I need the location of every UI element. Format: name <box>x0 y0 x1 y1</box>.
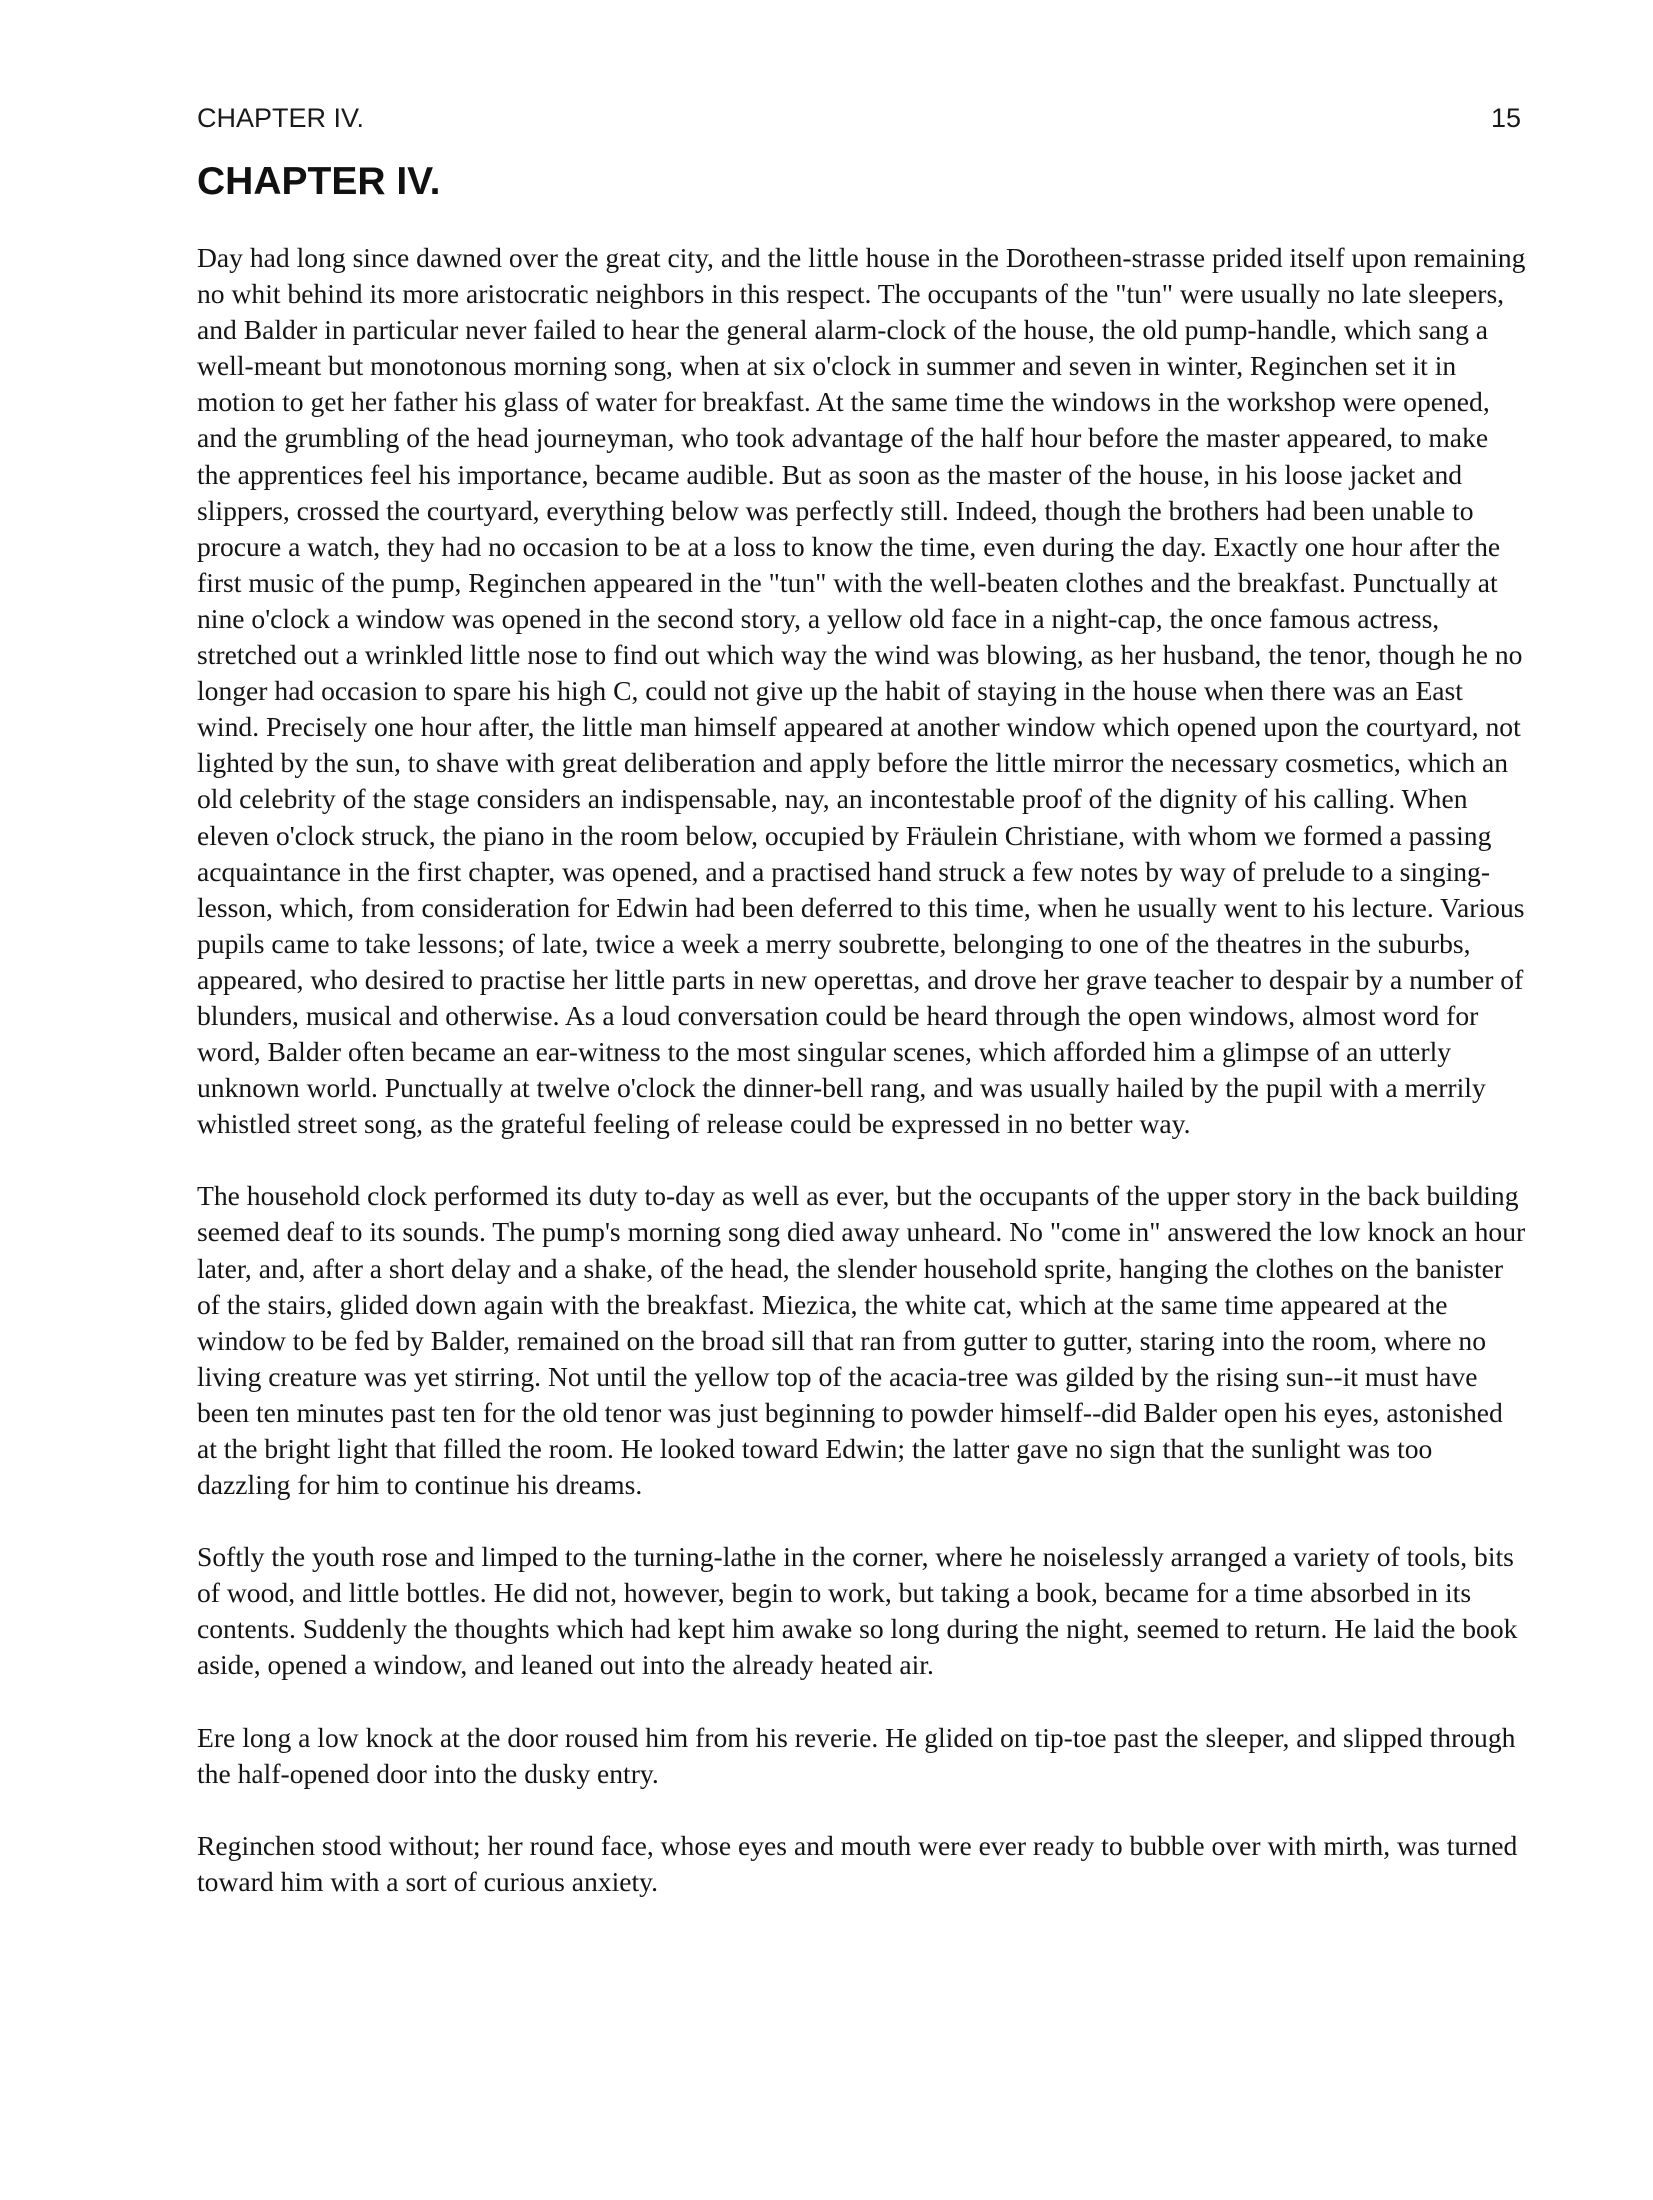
chapter-title: CHAPTER IV. <box>197 160 441 203</box>
page-number: 15 <box>1490 103 1521 133</box>
paragraph: Softly the youth rose and limped to the turning-lathe in the corner, where he noiselessly arranged a variety of tools, bits of wood, and little bottles. He did not, however, begin to work, but taking a book, became for a time absorbed in its contents. Suddenly the thoughts which had kept him awake so long during the night, seemed to return. He laid the book aside, opened a window, and leaned out into the already heated air. <box>197 1541 1518 1681</box>
paragraph: The household clock performed its duty to-day as well as ever, but the occupants of the upper story in the back building seemed deaf to its sounds. The pump's morning song died away unheard. No "come in" answered the low knock an hour later, and, after a short delay and a shake, of the head, the slender household sprite, hanging the clothes on the banister of the stairs, glided down again with the breakfast. Miezica, the white cat, which at the same time appeared at the window to be fed by Balder, remained on the broad sill that ran from gutter to gutter, staring into the room, where no living creature was yet stirring. Not until the yellow top of the acacia-tree was gilded by the rising sun--it must have been ten minutes past ten for the old tenor was just beginning to powder himself--did Balder open his eyes, astonished at the bright light that filled the room. He looked toward Edwin; the latter gave no sign that the sunlight was too dazzling for him to continue his dreams. <box>197 1180 1526 1501</box>
chapter-body <box>197 240 1527 1936</box>
paragraph: Ere long a low knock at the door roused him from his reverie. He glided on tip-toe past the sleeper, and slipped through the half-opened door into the dusky entry. <box>197 1721 1516 1789</box>
paragraph: Day had long since dawned over the great city, and the little house in the Dorotheen-strasse prided itself upon remaining no whit behind its more aristocratic neighbors in this respect. The occupants of the "tun" were usually no late sleepers, and Balder in particular never failed to hear the general alarm-clock of the house, the old pump-handle, which sang a well-meant but monotonous morning song, when at six o'clock in summer and seven in winter, Reginchen set it in motion to get her father his glass of water for breakfast. At the same time the windows in the workshop were opened, and the grumbling of the head journeyman, who took advantage of the half hour before the master appeared, to make the apprentices feel his importance, became audible. But as soon as the master of the house, in his loose jacket and slippers, crossed the courtyard, everything below was perfectly still. Indeed, though the brothers had been unable to procure a watch, they had no occasion to be at a loss to know the time, even during the day. Exactly one hour after the first music of the pump, Reginchen appeared in the "tun" with the well-beaten clothes and the breakfast. Punctually at nine o'clock a window was opened in the second story, a yellow old face in a night-cap, the once famous actress, stretched out a wrinkled little nose to find out which way the wind was blowing, as her husband, the tenor, though he no longer had occasion to spare his high C, could not give up the habit of staying in the house when there was an East wind. Precisely one hour after, the little man himself appeared at another window which opened upon the courtyard, not lighted by the sun, to shave with great deliberation and apply before the little mirror the necessary cosmetics, which an old celebrity of the stage considers an indispensable, nay, an incontestable proof of the dignity of his calling. When eleven o'clock struck, the piano in the room below, occupied by Fräulein Christiane, with whom we formed a passing acquaintance in the first chapter, was opened, and a practised hand struck a few notes by way of prelude to a singing-lesson, which, from consideration for Edwin had been deferred to this time, when he usually went to his lecture. Various pupils came to take lessons; of late, twice a week a merry soubrette, belonging to one of the theatres in the suburbs, appeared, who desired to practise her little parts in new operettas, and drove her grave teacher to despair by a number of blunders, musical and otherwise. As a loud conversation could be heard through the open windows, almost word for word, Balder often became an ear-witness to the most singular scenes, which afforded him a glimpse of an utterly unknown world. Punctually at twelve o'clock the dinner-bell rang, and was usually hailed by the pupil with a merrily whistled street song, as the grateful feeling of release could be expressed in no better way. <box>197 242 1526 1140</box>
running-header <box>197 103 1521 139</box>
running-title: CHAPTER IV. <box>197 103 365 133</box>
paragraph: Reginchen stood without; her round face, whose eyes and mouth were ever ready to bubble over with mirth, was turned toward him with a sort of curious anxiety. <box>197 1829 1518 1897</box>
